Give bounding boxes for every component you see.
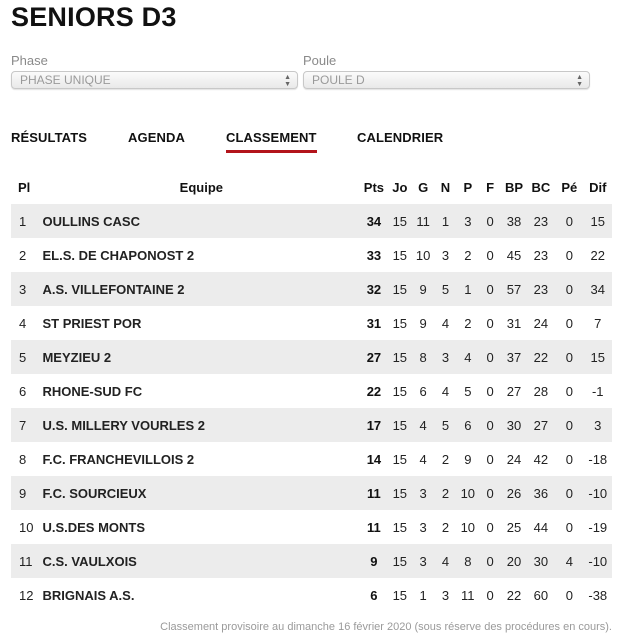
goal-difference-cell: -38 [588, 587, 608, 603]
played-cell: 15 [392, 213, 408, 229]
tab-agenda[interactable]: AGENDA [128, 130, 185, 145]
won-cell: 9 [419, 281, 427, 297]
drawn-cell: 2 [441, 519, 450, 535]
poule-label: Poule [303, 53, 337, 68]
goals-against-cell: 36 [533, 485, 549, 501]
points-cell: 33 [366, 247, 382, 263]
table-row [11, 306, 612, 340]
forfeits-cell: 0 [486, 485, 494, 501]
goals-against-cell: 42 [533, 451, 549, 467]
played-cell: 15 [392, 315, 408, 331]
table-row [11, 544, 612, 578]
forfeits-cell: 0 [486, 315, 494, 331]
lost-cell: 11 [461, 587, 475, 603]
points-cell: 9 [370, 553, 378, 569]
drawn-cell: 4 [441, 553, 450, 569]
played-cell: 15 [392, 485, 408, 501]
table-row [11, 374, 612, 408]
team-name-cell: U.S. MILLERY VOURLES 2 [42, 417, 205, 433]
played-cell: 15 [392, 519, 408, 535]
goals-against-cell: 27 [533, 417, 549, 433]
penalties-cell: 0 [565, 315, 573, 331]
forfeits-cell: 0 [486, 247, 494, 263]
forfeits-cell: 0 [486, 451, 494, 467]
team-name-cell: OULLINS CASC [42, 213, 140, 229]
goal-difference-cell: 3 [594, 417, 602, 433]
team-name-cell: F.C. SOURCIEUX [42, 485, 147, 501]
drawn-cell: 4 [441, 315, 450, 331]
select-arrows-icon: ▲ ▼ [284, 74, 291, 88]
footnote: Classement provisoire au dimanche 16 février 2020 (sous réserve des procédures en cours). [160, 621, 612, 633]
lost-cell: 1 [464, 281, 472, 297]
forfeits-cell: 0 [486, 519, 494, 535]
lost-cell: 6 [464, 417, 472, 433]
penalties-cell: 0 [565, 519, 573, 535]
goals-for-cell: 30 [506, 417, 522, 433]
penalties-cell: 0 [565, 417, 573, 433]
lost-cell: 4 [464, 349, 472, 365]
lost-cell: 8 [464, 553, 472, 569]
drawn-cell: 2 [441, 451, 450, 467]
played-cell: 15 [392, 247, 408, 263]
header-bp: BP [504, 179, 524, 195]
team-name-cell: MEYZIEU 2 [42, 349, 112, 365]
goals-for-cell: 24 [506, 451, 522, 467]
header-pl: Pl [18, 179, 31, 195]
goal-difference-cell: 34 [590, 281, 605, 297]
header-pts: Pts [363, 179, 385, 195]
goal-difference-cell: -1 [591, 383, 604, 399]
team-name-cell: EL.S. DE CHAPONOST 2 [42, 247, 195, 263]
lost-cell: 2 [464, 247, 472, 263]
goals-for-cell: 22 [506, 587, 522, 603]
table-row [11, 238, 612, 272]
goals-for-cell: 37 [506, 349, 522, 365]
goal-difference-cell: -10 [588, 553, 608, 569]
position-cell: 2 [19, 247, 27, 263]
header-g: G [418, 179, 429, 195]
position-cell: 10 [19, 519, 34, 535]
standings-table [11, 170, 612, 612]
position-cell: 9 [19, 485, 27, 501]
goals-against-cell: 44 [533, 519, 549, 535]
goal-difference-cell: 15 [590, 349, 605, 365]
phase-label: Phase [11, 53, 48, 68]
goals-against-cell: 30 [533, 553, 549, 569]
penalties-cell: 4 [565, 553, 573, 569]
points-cell: 32 [366, 281, 382, 297]
page-title: SENIORS D3 [11, 2, 177, 32]
played-cell: 15 [392, 553, 408, 569]
header-dif: Dif [589, 179, 607, 195]
goals-for-cell: 31 [506, 315, 522, 331]
lost-cell: 10 [460, 519, 476, 535]
points-cell: 14 [366, 451, 382, 467]
points-cell: 22 [366, 383, 382, 399]
phase-select[interactable] [11, 71, 298, 89]
position-cell: 4 [19, 315, 27, 331]
goals-against-cell: 28 [533, 383, 549, 399]
tab-resultats[interactable]: RÉSULTATS [11, 130, 88, 145]
forfeits-cell: 0 [486, 417, 494, 433]
forfeits-cell: 0 [486, 383, 494, 399]
table-row [11, 510, 612, 544]
header-pe: Pé [561, 179, 578, 195]
position-cell: 8 [19, 451, 27, 467]
points-cell: 31 [366, 315, 382, 331]
drawn-cell: 3 [441, 587, 450, 603]
played-cell: 15 [392, 281, 408, 297]
header-equipe: Equipe [179, 179, 224, 195]
goals-for-cell: 38 [506, 213, 522, 229]
position-cell: 11 [19, 553, 33, 569]
position-cell: 5 [19, 349, 27, 365]
table-row [11, 340, 612, 374]
played-cell: 15 [392, 349, 408, 365]
lost-cell: 2 [464, 315, 472, 331]
standings-body [11, 204, 612, 612]
table-row [11, 578, 612, 612]
won-cell: 3 [419, 519, 427, 535]
goal-difference-cell: 22 [590, 247, 605, 263]
drawn-cell: 3 [441, 247, 450, 263]
points-cell: 11 [367, 519, 381, 535]
table-row [11, 442, 612, 476]
phase-select-value: PHASE UNIQUE [20, 73, 111, 87]
goals-against-cell: 24 [533, 315, 549, 331]
position-cell: 6 [19, 383, 27, 399]
won-cell: 9 [419, 315, 427, 331]
table-header-row [11, 170, 612, 204]
won-cell: 3 [419, 553, 427, 569]
goals-for-cell: 57 [506, 281, 522, 297]
points-cell: 34 [366, 213, 382, 229]
won-cell: 3 [419, 485, 427, 501]
penalties-cell: 0 [565, 281, 573, 297]
goals-for-cell: 45 [506, 247, 522, 263]
team-name-cell: BRIGNAIS A.S. [42, 587, 135, 603]
drawn-cell: 5 [441, 417, 450, 433]
team-name-cell: ST PRIEST POR [42, 315, 142, 331]
won-cell: 10 [415, 247, 431, 263]
lost-cell: 5 [464, 383, 472, 399]
table-row [11, 408, 612, 442]
header-n: N [440, 179, 451, 195]
poule-select[interactable] [303, 71, 590, 89]
won-cell: 8 [419, 349, 427, 365]
goals-against-cell: 23 [533, 213, 549, 229]
lost-cell: 3 [464, 213, 472, 229]
team-name-cell: RHONE-SUD FC [42, 383, 143, 399]
header-jo: Jo [392, 179, 408, 195]
team-name-cell: A.S. VILLEFONTAINE 2 [42, 281, 185, 297]
team-name-cell: U.S.DES MONTS [42, 519, 146, 535]
lost-cell: 9 [464, 451, 472, 467]
points-cell: 6 [370, 587, 378, 603]
select-arrows-icon: ▲ ▼ [576, 74, 583, 88]
played-cell: 15 [392, 417, 408, 433]
goal-difference-cell: -18 [588, 451, 608, 467]
position-cell: 3 [19, 281, 27, 297]
points-cell: 27 [366, 349, 382, 365]
points-cell: 11 [367, 485, 381, 501]
drawn-cell: 4 [441, 383, 450, 399]
team-name-cell: C.S. VAULXOIS [42, 553, 137, 569]
goal-difference-cell: -10 [588, 485, 608, 501]
tab-calendrier[interactable]: CALENDRIER [357, 130, 444, 145]
position-cell: 12 [19, 587, 34, 603]
forfeits-cell: 0 [486, 213, 494, 229]
goals-against-cell: 60 [533, 587, 549, 603]
penalties-cell: 0 [565, 485, 573, 501]
played-cell: 15 [392, 451, 408, 467]
drawn-cell: 3 [441, 349, 450, 365]
forfeits-cell: 0 [486, 553, 494, 569]
penalties-cell: 0 [565, 587, 573, 603]
header-p: P [463, 179, 473, 195]
drawn-cell: 5 [441, 281, 450, 297]
table-row [11, 204, 612, 238]
goals-for-cell: 27 [506, 383, 522, 399]
poule-select-value: POULE D [312, 73, 365, 87]
penalties-cell: 0 [565, 349, 573, 365]
header-bc: BC [531, 179, 551, 195]
points-cell: 17 [366, 417, 382, 433]
won-cell: 6 [419, 383, 427, 399]
position-cell: 7 [19, 417, 27, 433]
goal-difference-cell: 15 [590, 213, 605, 229]
goals-for-cell: 25 [506, 519, 522, 535]
lost-cell: 10 [460, 485, 476, 501]
penalties-cell: 0 [565, 247, 573, 263]
won-cell: 1 [419, 587, 427, 603]
tab-bar [0, 130, 621, 160]
goals-against-cell: 23 [533, 247, 549, 263]
drawn-cell: 2 [441, 485, 450, 501]
forfeits-cell: 0 [486, 349, 494, 365]
goals-against-cell: 22 [533, 349, 549, 365]
won-cell: 11 [416, 213, 430, 229]
won-cell: 4 [419, 451, 427, 467]
goals-against-cell: 23 [533, 281, 549, 297]
goals-for-cell: 20 [506, 553, 522, 569]
position-cell: 1 [19, 213, 27, 229]
goal-difference-cell: 7 [594, 315, 602, 331]
table-row [11, 272, 612, 306]
won-cell: 4 [419, 417, 427, 433]
penalties-cell: 0 [565, 451, 573, 467]
penalties-cell: 0 [565, 213, 573, 229]
played-cell: 15 [392, 383, 408, 399]
played-cell: 15 [392, 587, 408, 603]
penalties-cell: 0 [565, 383, 573, 399]
forfeits-cell: 0 [486, 587, 494, 603]
table-row [11, 476, 612, 510]
goals-for-cell: 26 [506, 485, 522, 501]
team-name-cell: F.C. FRANCHEVILLOIS 2 [42, 451, 195, 467]
forfeits-cell: 0 [486, 281, 494, 297]
tab-classement[interactable]: CLASSEMENT [226, 130, 317, 145]
goal-difference-cell: -19 [588, 519, 608, 535]
header-f: F [486, 179, 495, 195]
drawn-cell: 1 [441, 213, 450, 229]
